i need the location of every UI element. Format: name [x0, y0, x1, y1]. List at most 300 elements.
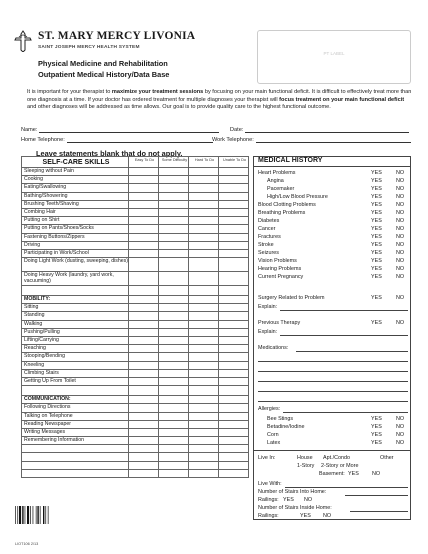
rating-cell — [219, 469, 249, 477]
rating-cell[interactable] — [129, 353, 159, 361]
rating-cell[interactable] — [129, 168, 159, 176]
yes-option[interactable]: YES — [371, 202, 382, 208]
rating-cell[interactable] — [189, 208, 219, 216]
rating-cell[interactable] — [189, 328, 219, 336]
railings-label: Railings: — [258, 513, 279, 519]
col-easy: Easy To Do — [129, 157, 159, 168]
yes-option[interactable]: YES — [371, 295, 382, 301]
rating-cell[interactable] — [129, 241, 159, 249]
rating-cell[interactable] — [189, 304, 219, 312]
no-option[interactable]: NO — [396, 242, 405, 248]
rating-cell[interactable] — [159, 304, 189, 312]
rating-cell[interactable] — [189, 217, 219, 225]
rating-cell[interactable] — [129, 233, 159, 241]
rating-cell[interactable] — [219, 304, 249, 312]
rating-cell[interactable] — [219, 168, 249, 176]
rating-cell[interactable] — [219, 184, 249, 192]
rating-cell[interactable] — [159, 200, 189, 208]
yes-option[interactable]: YES — [371, 274, 382, 280]
yes-option[interactable]: YES — [371, 440, 382, 446]
rating-cell[interactable] — [219, 320, 249, 328]
rating-cell — [189, 386, 219, 396]
skill-label: Bathing/Showering — [22, 192, 129, 200]
table-row — [22, 345, 249, 353]
no-option[interactable]: NO — [396, 234, 405, 240]
yes-option[interactable]: YES — [371, 320, 382, 326]
rating-cell — [219, 445, 249, 453]
yes-option[interactable]: YES — [371, 194, 382, 200]
rating-cell[interactable] — [159, 192, 189, 200]
rating-cell[interactable] — [129, 272, 159, 286]
barcode-bar — [37, 506, 38, 524]
table-row — [22, 320, 249, 328]
skill-label: Cooking — [22, 176, 129, 184]
rating-cell — [189, 461, 219, 469]
table-row — [22, 225, 249, 233]
rating-cell[interactable] — [129, 225, 159, 233]
rating-cell[interactable] — [129, 377, 159, 385]
skill-label: Sitting — [22, 304, 129, 312]
rating-cell[interactable] — [219, 225, 249, 233]
rating-cell[interactable] — [189, 225, 219, 233]
live-with-line[interactable] — [285, 487, 408, 488]
medications-line[interactable] — [258, 361, 408, 362]
table-row — [22, 176, 249, 184]
rating-cell[interactable] — [159, 353, 189, 361]
rating-cell — [189, 445, 219, 453]
skill-label: Putting on Shirt — [22, 217, 129, 225]
rating-cell — [129, 469, 159, 477]
rating-cell[interactable] — [189, 345, 219, 353]
rating-cell[interactable] — [189, 320, 219, 328]
rating-cell[interactable] — [219, 412, 249, 420]
condition-label: Breathing Problems — [258, 210, 306, 216]
no-option[interactable]: NO — [396, 194, 405, 200]
stairs-home-label: Number of Stairs Into Home: — [258, 489, 327, 495]
yes-option[interactable]: YES — [371, 178, 382, 184]
rating-cell — [219, 296, 249, 304]
rating-cell[interactable] — [159, 320, 189, 328]
rating-cell[interactable] — [189, 437, 219, 445]
table-row — [22, 453, 249, 461]
rating-cell[interactable] — [189, 377, 219, 385]
apt-option[interactable]: Apt./Condo — [323, 455, 350, 461]
two-story-option[interactable]: 2-Story or More — [321, 463, 359, 469]
skill-label: Following Directions — [22, 404, 129, 412]
rating-cell[interactable] — [129, 176, 159, 184]
rating-cell[interactable] — [159, 361, 189, 369]
rating-cell[interactable] — [219, 404, 249, 412]
rating-cell[interactable] — [219, 249, 249, 257]
rating-cell[interactable] — [219, 176, 249, 184]
col-hard: Hard To Do — [189, 157, 219, 168]
rating-cell[interactable] — [129, 428, 159, 436]
no-option[interactable]: NO — [396, 226, 405, 232]
rating-cell[interactable] — [189, 428, 219, 436]
skill-label: Participating in Work/School — [22, 249, 129, 257]
rating-cell[interactable] — [189, 233, 219, 241]
rating-cell[interactable] — [159, 225, 189, 233]
rating-cell[interactable] — [219, 361, 249, 369]
railings-label: Railings: — [258, 497, 279, 503]
rating-cell[interactable] — [159, 420, 189, 428]
skill-label: Kneeling — [22, 361, 129, 369]
yes-option[interactable]: YES — [371, 266, 382, 272]
skill-label: Combing Hair — [22, 208, 129, 216]
no-option[interactable]: NO — [396, 250, 405, 256]
rating-cell[interactable] — [219, 208, 249, 216]
table-row — [22, 192, 249, 200]
yes-option[interactable]: YES — [371, 242, 382, 248]
condition-label: Heart Problems — [258, 170, 296, 176]
rating-cell — [189, 296, 219, 304]
table-row — [22, 241, 249, 249]
rating-cell[interactable] — [219, 377, 249, 385]
skill-label: Eating/Swallowing — [22, 184, 129, 192]
rating-cell[interactable] — [129, 217, 159, 225]
skill-label: Talking on Telephone — [22, 412, 129, 420]
barcode-bar — [36, 506, 37, 524]
no-option[interactable]: NO — [304, 497, 313, 503]
rating-cell[interactable] — [189, 420, 219, 428]
table-row — [22, 168, 249, 176]
no-option[interactable]: NO — [396, 218, 405, 224]
skill-label: Doing Light Work (dusting, sweeping, dishes) — [22, 258, 129, 272]
no-option[interactable]: NO — [396, 295, 405, 301]
allergy-label: Bee Stings — [267, 416, 294, 422]
rating-cell[interactable] — [129, 369, 159, 377]
rating-cell[interactable] — [159, 377, 189, 385]
yes-option[interactable]: YES — [371, 170, 382, 176]
rating-cell[interactable] — [189, 369, 219, 377]
rating-cell[interactable] — [219, 200, 249, 208]
rating-cell[interactable] — [219, 337, 249, 345]
rating-cell[interactable] — [159, 312, 189, 320]
rating-cell[interactable] — [189, 353, 219, 361]
rating-cell[interactable] — [129, 320, 159, 328]
allergies-line[interactable] — [283, 412, 408, 413]
barcode-bar — [19, 506, 21, 524]
form-number: LIOT106 2/13 — [15, 542, 39, 546]
condition-label: High/Low Blood Pressure — [267, 194, 328, 200]
rating-cell[interactable] — [189, 249, 219, 257]
rating-cell[interactable] — [129, 258, 159, 272]
section-divider — [253, 450, 411, 451]
yes-option[interactable]: YES — [283, 497, 294, 503]
no-option[interactable]: NO — [396, 416, 405, 422]
rating-cell — [129, 396, 159, 404]
rating-cell[interactable] — [219, 192, 249, 200]
patient-label-box — [257, 30, 411, 84]
rating-cell[interactable] — [129, 249, 159, 257]
col-some-difficulty: Some Difficulty — [159, 157, 189, 168]
col-unable: Unable To Do — [219, 157, 249, 168]
rating-cell[interactable] — [159, 337, 189, 345]
skill-label: Putting on Pants/Shoes/Socks — [22, 225, 129, 233]
rating-cell — [159, 386, 189, 396]
rating-cell[interactable] — [159, 404, 189, 412]
table-row — [22, 469, 249, 477]
skill-label: Remembering Information — [22, 437, 129, 445]
yes-option[interactable]: YES — [371, 226, 382, 232]
rating-cell — [159, 453, 189, 461]
basement-label: Basement: — [319, 471, 345, 477]
rating-cell[interactable] — [219, 369, 249, 377]
rating-cell[interactable] — [159, 217, 189, 225]
rating-cell[interactable] — [189, 412, 219, 420]
name-field[interactable]: Name: — [21, 127, 219, 133]
skill-label: Standing — [22, 312, 129, 320]
label-box-text: PT LABEL — [323, 51, 345, 56]
rating-cell[interactable] — [129, 312, 159, 320]
barcode-bar — [27, 506, 29, 524]
skill-label: Writing Messages — [22, 428, 129, 436]
medications-line[interactable] — [258, 371, 408, 372]
rating-cell[interactable] — [159, 249, 189, 257]
rating-cell[interactable] — [129, 184, 159, 192]
table-row — [22, 258, 249, 272]
rating-cell[interactable] — [219, 241, 249, 249]
yes-option[interactable]: YES — [371, 218, 382, 224]
table-row — [22, 328, 249, 336]
skill-label: Driving — [22, 241, 129, 249]
other-option[interactable]: Other — [380, 455, 394, 461]
rating-cell[interactable] — [189, 176, 219, 184]
no-option[interactable]: NO — [396, 440, 405, 446]
rating-cell[interactable] — [129, 361, 159, 369]
org-name: ST. MARY MERCY LIVONIA — [38, 30, 196, 42]
medications-line[interactable] — [258, 401, 408, 402]
table-row — [22, 208, 249, 216]
no-option[interactable]: NO — [396, 210, 405, 216]
rating-cell[interactable] — [189, 241, 219, 249]
form-title-line1: Physical Medicine and Rehabilitation — [38, 59, 168, 68]
rating-cell[interactable] — [159, 328, 189, 336]
medications-line[interactable] — [258, 381, 408, 382]
skill-label: Lifting/Carrying — [22, 337, 129, 345]
condition-label: Seizures — [258, 250, 279, 256]
rating-cell[interactable] — [159, 428, 189, 436]
rating-cell[interactable] — [129, 420, 159, 428]
table-row — [22, 217, 249, 225]
title-divider — [253, 166, 411, 167]
no-option[interactable]: NO — [396, 424, 405, 430]
table-row — [22, 428, 249, 436]
no-option[interactable]: NO — [323, 513, 332, 519]
rating-cell[interactable] — [219, 428, 249, 436]
rating-cell[interactable] — [159, 168, 189, 176]
table-row — [22, 369, 249, 377]
yes-option[interactable]: YES — [371, 234, 382, 240]
rating-cell[interactable] — [219, 233, 249, 241]
yes-option[interactable]: YES — [371, 210, 382, 216]
rating-cell[interactable] — [189, 192, 219, 200]
allergy-label: Latex — [267, 440, 281, 446]
table-row — [22, 184, 249, 192]
medications-line[interactable] — [258, 391, 408, 392]
condition-label: Blood Clotting Problems — [258, 202, 316, 208]
rating-cell[interactable] — [159, 241, 189, 249]
medications-line[interactable] — [296, 351, 408, 352]
rating-cell[interactable] — [129, 404, 159, 412]
stairs-inside-label: Number of Stairs Inside Home: — [258, 505, 332, 511]
rating-cell[interactable] — [219, 328, 249, 336]
house-option[interactable]: House — [297, 455, 313, 461]
yes-option[interactable]: YES — [371, 424, 382, 430]
yes-option[interactable]: YES — [371, 432, 382, 438]
skill-label — [22, 286, 129, 296]
rating-cell[interactable] — [159, 272, 189, 286]
no-option[interactable]: NO — [396, 178, 405, 184]
home-telephone-field[interactable]: Home Telephone: — [21, 137, 213, 143]
rating-cell[interactable] — [189, 272, 219, 286]
no-option[interactable]: NO — [396, 320, 405, 326]
table-row — [22, 304, 249, 312]
rating-cell[interactable] — [129, 412, 159, 420]
rating-cell[interactable] — [159, 233, 189, 241]
rating-cell[interactable] — [219, 217, 249, 225]
rating-cell[interactable] — [129, 304, 159, 312]
rating-cell — [189, 396, 219, 404]
yes-option[interactable]: YES — [371, 186, 382, 192]
rating-cell[interactable] — [159, 437, 189, 445]
rating-cell[interactable] — [159, 184, 189, 192]
yes-option[interactable]: YES — [371, 258, 382, 264]
rating-cell[interactable] — [219, 272, 249, 286]
table-row — [22, 233, 249, 241]
work-telephone-field[interactable]: Work Telephone: — [212, 137, 411, 143]
form-title-line2: Outpatient Medical History/Data Base — [38, 70, 170, 79]
rating-cell[interactable] — [189, 312, 219, 320]
live-in-label: Live In: — [258, 455, 276, 461]
cross-logo-icon — [14, 30, 32, 52]
barcode-bar — [33, 506, 34, 524]
rating-cell — [129, 461, 159, 469]
rating-cell[interactable] — [159, 345, 189, 353]
medications-label: Medications: — [258, 345, 289, 351]
skill-label: COMMUNICATION: — [22, 396, 129, 404]
rating-cell — [159, 469, 189, 477]
barcode-bar — [25, 506, 26, 524]
no-option[interactable]: NO — [396, 274, 405, 280]
yes-option[interactable]: YES — [300, 513, 311, 519]
rating-cell[interactable] — [159, 208, 189, 216]
barcode-bar — [30, 506, 31, 524]
rating-cell[interactable] — [129, 200, 159, 208]
no-option[interactable]: NO — [372, 471, 381, 477]
table-row — [22, 353, 249, 361]
rating-cell[interactable] — [129, 208, 159, 216]
rating-cell — [189, 286, 219, 296]
rating-cell[interactable] — [189, 337, 219, 345]
rating-cell[interactable] — [159, 258, 189, 272]
no-option[interactable]: NO — [396, 202, 405, 208]
rating-cell[interactable] — [189, 404, 219, 412]
rating-cell — [159, 396, 189, 404]
condition-label: Cancer — [258, 226, 276, 232]
rating-cell[interactable] — [159, 176, 189, 184]
rating-cell — [219, 453, 249, 461]
rating-cell[interactable] — [129, 328, 159, 336]
self-care-table — [21, 156, 249, 478]
no-option[interactable]: NO — [396, 432, 405, 438]
explain-line[interactable] — [280, 335, 408, 336]
stairs-home-line[interactable] — [345, 495, 408, 496]
explain-line[interactable] — [280, 310, 408, 311]
no-option[interactable]: NO — [396, 170, 405, 176]
condition-label: Pacemaker — [267, 186, 295, 192]
explain-label: Explain: — [258, 329, 278, 335]
rating-cell — [159, 461, 189, 469]
table-row — [22, 296, 249, 304]
table-row — [22, 286, 249, 296]
rating-cell[interactable] — [219, 353, 249, 361]
one-story-option[interactable]: 1-Story — [297, 463, 315, 469]
table-row — [22, 377, 249, 385]
leave-blank-instruction: Leave statements blank that do not apply. — [36, 149, 183, 158]
rating-cell[interactable] — [219, 258, 249, 272]
rating-cell[interactable] — [189, 200, 219, 208]
rating-cell[interactable] — [219, 420, 249, 428]
rating-cell[interactable] — [129, 337, 159, 345]
rating-cell — [219, 386, 249, 396]
rating-cell[interactable] — [189, 184, 219, 192]
table-row — [22, 461, 249, 469]
rating-cell[interactable] — [129, 345, 159, 353]
yes-option[interactable]: YES — [348, 471, 359, 477]
no-option[interactable]: NO — [396, 266, 405, 272]
rating-cell[interactable] — [189, 258, 219, 272]
rating-cell[interactable] — [129, 192, 159, 200]
table-row — [22, 200, 249, 208]
self-care-title: SELF-CARE SKILLS — [22, 157, 129, 168]
rating-cell[interactable] — [219, 312, 249, 320]
rating-cell[interactable] — [219, 345, 249, 353]
yes-option[interactable]: YES — [371, 250, 382, 256]
allergy-label: Betadine/Iodine — [267, 424, 305, 430]
no-option[interactable]: NO — [396, 258, 405, 264]
skill-label: Walking — [22, 320, 129, 328]
barcode-bar — [43, 506, 44, 524]
condition-label: Fractures — [258, 234, 281, 240]
no-option[interactable]: NO — [396, 186, 405, 192]
skill-label: Pushing/Pulling — [22, 328, 129, 336]
rating-cell — [129, 286, 159, 296]
condition-label: Current Pregnancy — [258, 274, 304, 280]
rating-cell[interactable] — [129, 437, 159, 445]
table-row — [22, 437, 249, 445]
rating-cell[interactable] — [159, 369, 189, 377]
condition-label: Stroke — [258, 242, 274, 248]
rating-cell[interactable] — [189, 361, 219, 369]
rating-cell — [129, 445, 159, 453]
rating-cell[interactable] — [189, 168, 219, 176]
stairs-inside-line[interactable] — [350, 511, 408, 512]
table-row — [22, 386, 249, 396]
rating-cell[interactable] — [219, 437, 249, 445]
medical-history-title: MEDICAL HISTORY — [258, 157, 323, 164]
rating-cell — [189, 469, 219, 477]
date-field[interactable]: Date: — [230, 127, 409, 133]
rating-cell[interactable] — [159, 412, 189, 420]
table-row — [22, 420, 249, 428]
rating-cell — [159, 286, 189, 296]
intro-paragraph: It is important for your therapist to maximize your treatment sessions by focusing on your main functional deficit. It is difficult to effectively treat more than one diagnosis at a time. If your doctor has ordered treatment for multiple diagnoses your therapist will focus treatment on your main functional deficit and other diagnoses will be addressed as time allows. Our goal is to provide quality care to the highest functional outcome. — [27, 89, 412, 111]
skill-label — [22, 461, 129, 469]
barcode-bar — [48, 506, 49, 524]
skill-label: Doing Heavy Work (laundry, yard work, vacuuming) — [22, 272, 129, 286]
yes-option[interactable]: YES — [371, 416, 382, 422]
